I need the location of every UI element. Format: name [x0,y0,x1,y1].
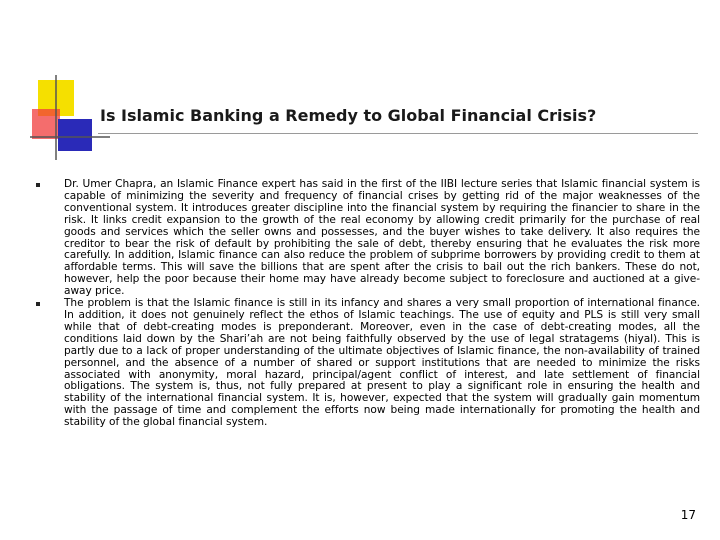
decorative-logo [30,75,110,160]
slide-title: Is Islamic Banking a Remedy to Global Financial Crisis? [100,106,597,125]
bullet-marker [36,302,40,306]
bullet-item [36,298,700,429]
bullet-marker [36,183,40,187]
bullet-list [36,179,700,429]
page-number: 17 [680,508,696,522]
title-divider [98,133,698,134]
bullet-item [36,179,700,298]
bullet-text: The problem is that the Islamic finance is still in its infancy and shares a very small proportion of international finance. In addition, it does not genuinely reflect the ethos of Islamic teachings. The use of equity and PLS is still very small while that of debt-creating modes is preponderant. Moreover, even in the case of debt-creating modes, all the conditions laid down by the Shari’ah are not being faithfully observed by the use of legal stratagems (hiyal). This is partly due to a lack of proper understanding of the ultimate objectives of Islamic finance, the non-availability of trained personnel, and the absence of a number of shared or support institutions that are needed to minimize the risks associated with anonymity, moral hazard, principal/agent conflict of interest, and late settlement of financial obligations. The system is, thus, not fully prepared at present to play a significant role in ensuring the health and stability of the international financial system. It is, however, expected that the system will gradually gain momentum with the passage of time and complement the efforts now being made internationally for promoting the health and stability of the global financial system. [64,297,700,429]
bullet-text: Dr. Umer Chapra, an Islamic Finance expert has said in the first of the IIBI lecture series that Islamic financial system is capable of minimizing the severity and frequency of financial crises by getting rid of the major weaknesses of the conventional system. It introduces greater discipline into the financial system by requiring the financier to share in the risk. It links credit expansion to the growth of the real economy by allowing credit primarily for the purchase of real goods and services which the seller owns and possesses, and the buyer wishes to take delivery. It also requires the creditor to bear the risk of default by prohibiting the sale of debt, thereby ensuring that he evaluates the risk more carefully. In addition, Islamic finance can also reduce the problem of subprime borrowers by providing credit to them at affordable terms. This will save the billions that are spent after the crisis to bail out the rich bankers. These do not, however, help the poor because their home may have already become subject to foreclosure and auctioned at a give-away price. [64,178,700,298]
logo-blue-square [58,119,92,151]
